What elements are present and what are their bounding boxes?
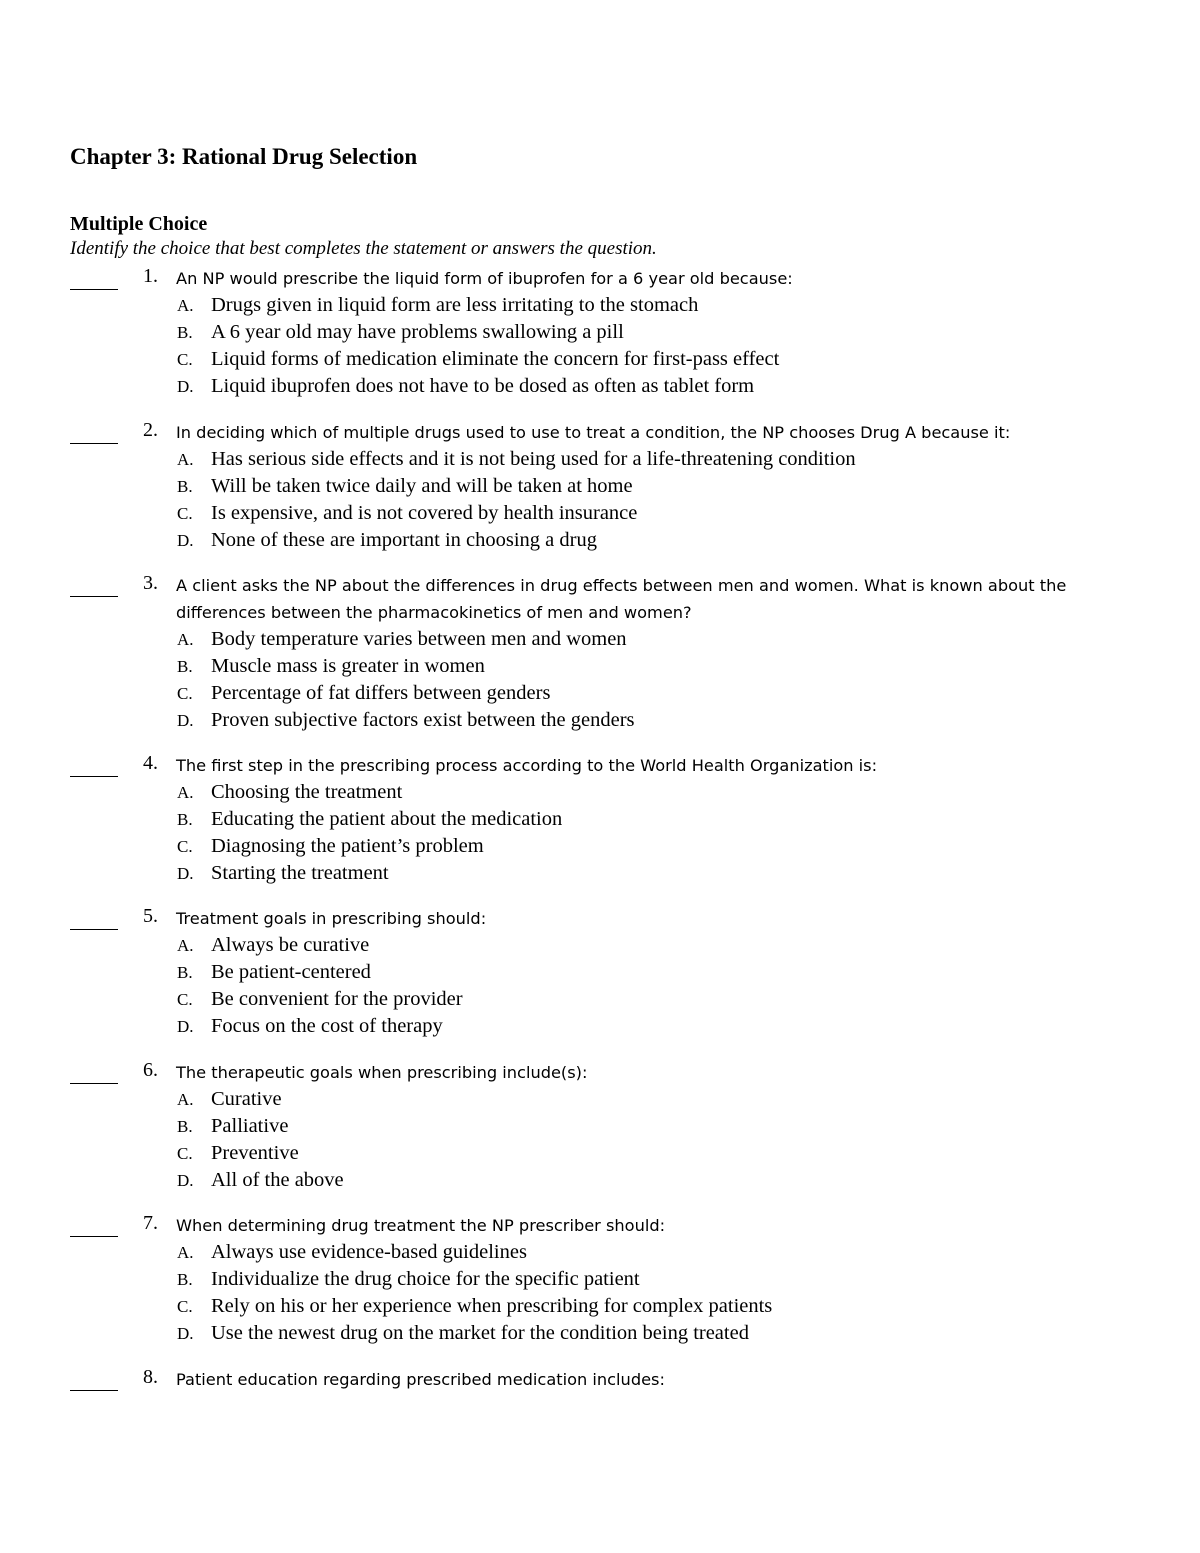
option-text: Be convenient for the provider [211, 988, 463, 1010]
option-list [0, 1239, 1200, 1347]
option-list [0, 1086, 1200, 1194]
option-text: Focus on the cost of therapy [211, 1015, 443, 1037]
answer-option[interactable] [0, 653, 1200, 680]
question-stem: A client asks the NP about the differences in drug effects between men and women. What is known about the differences between the pharmacokinetics of men and women? [176, 576, 1067, 622]
answer-blank[interactable] [70, 596, 118, 597]
option-text: A 6 year old may have problems swallowing a pill [211, 321, 624, 343]
answer-option[interactable] [0, 806, 1200, 833]
question-stem: An NP would prescribe the liquid form of ibuprofen for a 6 year old because: [176, 269, 793, 288]
option-text: Educating the patient about the medication [211, 808, 563, 830]
option-letter: D. [177, 1324, 194, 1343]
answer-option[interactable] [0, 346, 1200, 373]
question-number: 4. [143, 752, 158, 774]
answer-blank[interactable] [70, 1236, 118, 1237]
option-text: Diagnosing the patient’s problem [211, 835, 484, 857]
option-text: Is expensive, and is not covered by health insurance [211, 502, 638, 524]
option-list [0, 446, 1200, 554]
answer-blank[interactable] [70, 929, 118, 930]
option-letter: C. [177, 684, 193, 703]
option-letter: A. [177, 783, 194, 802]
question-number: 2. [143, 419, 158, 441]
answer-blank[interactable] [70, 289, 118, 290]
answer-blank[interactable] [70, 443, 118, 444]
option-letter: D. [177, 531, 194, 550]
answer-option[interactable] [0, 527, 1200, 554]
option-letter: C. [177, 837, 193, 856]
option-text: All of the above [211, 1169, 344, 1191]
question-number: 8. [143, 1366, 158, 1388]
answer-option[interactable] [0, 680, 1200, 707]
answer-option[interactable] [0, 500, 1200, 527]
question-stem: The therapeutic goals when prescribing include(s): [176, 1063, 588, 1082]
option-letter: A. [177, 1243, 194, 1262]
option-list [0, 932, 1200, 1040]
option-list [0, 626, 1200, 734]
section-heading: Multiple Choice [70, 213, 208, 235]
option-letter: B. [177, 1270, 193, 1289]
option-text: Individualize the drug choice for the specific patient [211, 1268, 640, 1290]
answer-option[interactable] [0, 292, 1200, 319]
answer-blank[interactable] [70, 1390, 118, 1391]
answer-option[interactable] [0, 626, 1200, 653]
answer-option[interactable] [0, 1113, 1200, 1140]
option-letter: B. [177, 477, 193, 496]
option-text: Starting the treatment [211, 862, 389, 884]
option-letter: B. [177, 323, 193, 342]
answer-option[interactable] [0, 1013, 1200, 1040]
option-letter: D. [177, 1017, 194, 1036]
question-number: 3. [143, 572, 158, 594]
answer-blank[interactable] [70, 1083, 118, 1084]
question-stem: Treatment goals in prescribing should: [176, 909, 487, 928]
option-text: Be patient-centered [211, 961, 371, 983]
option-letter: A. [177, 450, 194, 469]
answer-option[interactable] [0, 779, 1200, 806]
answer-option[interactable] [0, 932, 1200, 959]
question-number: 6. [143, 1059, 158, 1081]
option-letter: B. [177, 963, 193, 982]
option-text: Preventive [211, 1142, 299, 1164]
question-stem: In deciding which of multiple drugs used to use to treat a condition, the NP chooses Drug A because it: [176, 423, 1011, 442]
option-letter: C. [177, 504, 193, 523]
chapter-title: Chapter 3: Rational Drug Selection [70, 144, 418, 169]
option-text: Palliative [211, 1115, 289, 1137]
option-letter: A. [177, 296, 194, 315]
option-text: Always be curative [211, 934, 370, 956]
option-letter: D. [177, 1171, 194, 1190]
option-text: Curative [211, 1088, 282, 1110]
option-text: Drugs given in liquid form are less irritating to the stomach [211, 294, 699, 316]
answer-option[interactable] [0, 1266, 1200, 1293]
option-list [0, 779, 1200, 887]
answer-option[interactable] [0, 959, 1200, 986]
option-letter: C. [177, 1297, 193, 1316]
answer-option[interactable] [0, 707, 1200, 734]
question-number: 1. [143, 265, 158, 287]
answer-option[interactable] [0, 473, 1200, 500]
question-number: 5. [143, 905, 158, 927]
option-letter: C. [177, 1144, 193, 1163]
answer-option[interactable] [0, 986, 1200, 1013]
answer-option[interactable] [0, 446, 1200, 473]
option-text: Always use evidence-based guidelines [211, 1241, 527, 1263]
option-text: Use the newest drug on the market for the condition being treated [211, 1322, 749, 1344]
option-letter: B. [177, 657, 193, 676]
option-text: Has serious side effects and it is not being used for a life-threatening condition [211, 448, 856, 470]
answer-blank[interactable] [70, 776, 118, 777]
answer-option[interactable] [0, 1167, 1200, 1194]
question-stem: The first step in the prescribing process according to the World Health Organization is: [176, 756, 878, 775]
answer-option[interactable] [0, 373, 1200, 400]
question-number: 7. [143, 1212, 158, 1234]
option-letter: A. [177, 1090, 194, 1109]
option-letter: A. [177, 630, 194, 649]
option-text: Muscle mass is greater in women [211, 655, 485, 677]
option-text: Liquid forms of medication eliminate the concern for first-pass effect [211, 348, 780, 370]
option-letter: B. [177, 1117, 193, 1136]
option-text: None of these are important in choosing a drug [211, 529, 597, 551]
option-letter: D. [177, 377, 194, 396]
option-letter: C. [177, 350, 193, 369]
option-letter: A. [177, 936, 194, 955]
option-letter: B. [177, 810, 193, 829]
option-list [0, 292, 1200, 400]
option-text: Percentage of fat differs between genders [211, 682, 551, 704]
answer-option[interactable] [0, 1086, 1200, 1113]
option-text: Liquid ibuprofen does not have to be dosed as often as tablet form [211, 375, 755, 397]
option-letter: C. [177, 990, 193, 1009]
answer-option[interactable] [0, 1293, 1200, 1320]
option-letter: D. [177, 711, 194, 730]
answer-option[interactable] [0, 1239, 1200, 1266]
answer-option[interactable] [0, 1140, 1200, 1167]
option-letter: D. [177, 864, 194, 883]
question-stem: When determining drug treatment the NP prescriber should: [176, 1216, 666, 1235]
option-text: Body temperature varies between men and women [211, 628, 627, 650]
question-stem: Patient education regarding prescribed medication includes: [176, 1370, 665, 1389]
answer-option[interactable] [0, 860, 1200, 887]
option-text: Will be taken twice daily and will be taken at home [211, 475, 633, 497]
instructions: Identify the choice that best completes the statement or answers the question. [70, 238, 657, 259]
answer-option[interactable] [0, 833, 1200, 860]
answer-option[interactable] [0, 319, 1200, 346]
answer-option[interactable] [0, 1320, 1200, 1347]
option-text: Rely on his or her experience when prescribing for complex patients [211, 1295, 773, 1317]
option-text: Proven subjective factors exist between the genders [211, 709, 635, 731]
option-text: Choosing the treatment [211, 781, 403, 803]
